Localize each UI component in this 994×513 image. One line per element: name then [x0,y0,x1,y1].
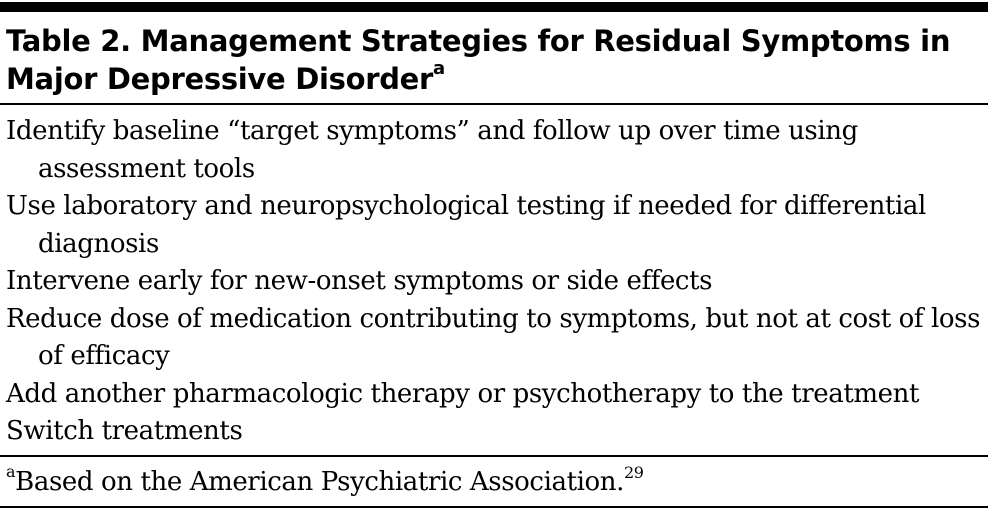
strategy-row: Intervene early for new-onset symptoms or side effects [6,266,713,296]
table-title [6,22,986,98]
footnote-marker: a [6,462,16,482]
table-title-text: Table 2. Management Strategies for Residual Symptoms in Major Depressive Disorder [6,24,951,96]
footnote-text: Based on the American Psychiatric Association. [15,467,625,497]
strategy-row: Use laboratory and neuropsychological testing if needed for differential diagnosis [6,191,926,259]
strategy-row: Add another pharmacologic therapy or psychotherapy to the treatment [6,378,919,409]
table-top-rule [0,2,988,12]
footnote-rule [0,455,988,457]
strategy-row: Reduce dose of medication contributing to symptoms, but not at cost of loss of efficacy [6,303,981,371]
table-footnote [6,464,986,500]
title-footnote-marker: a [433,58,445,80]
bottom-rule [0,506,988,508]
strategy-list [6,113,986,451]
strategy-row: Identify baseline “target symptoms” and follow up over time using assessment tools [6,116,858,184]
footnote-reference: 29 [624,463,644,482]
strategy-row: Switch treatments [6,416,243,446]
header-rule [0,103,988,105]
